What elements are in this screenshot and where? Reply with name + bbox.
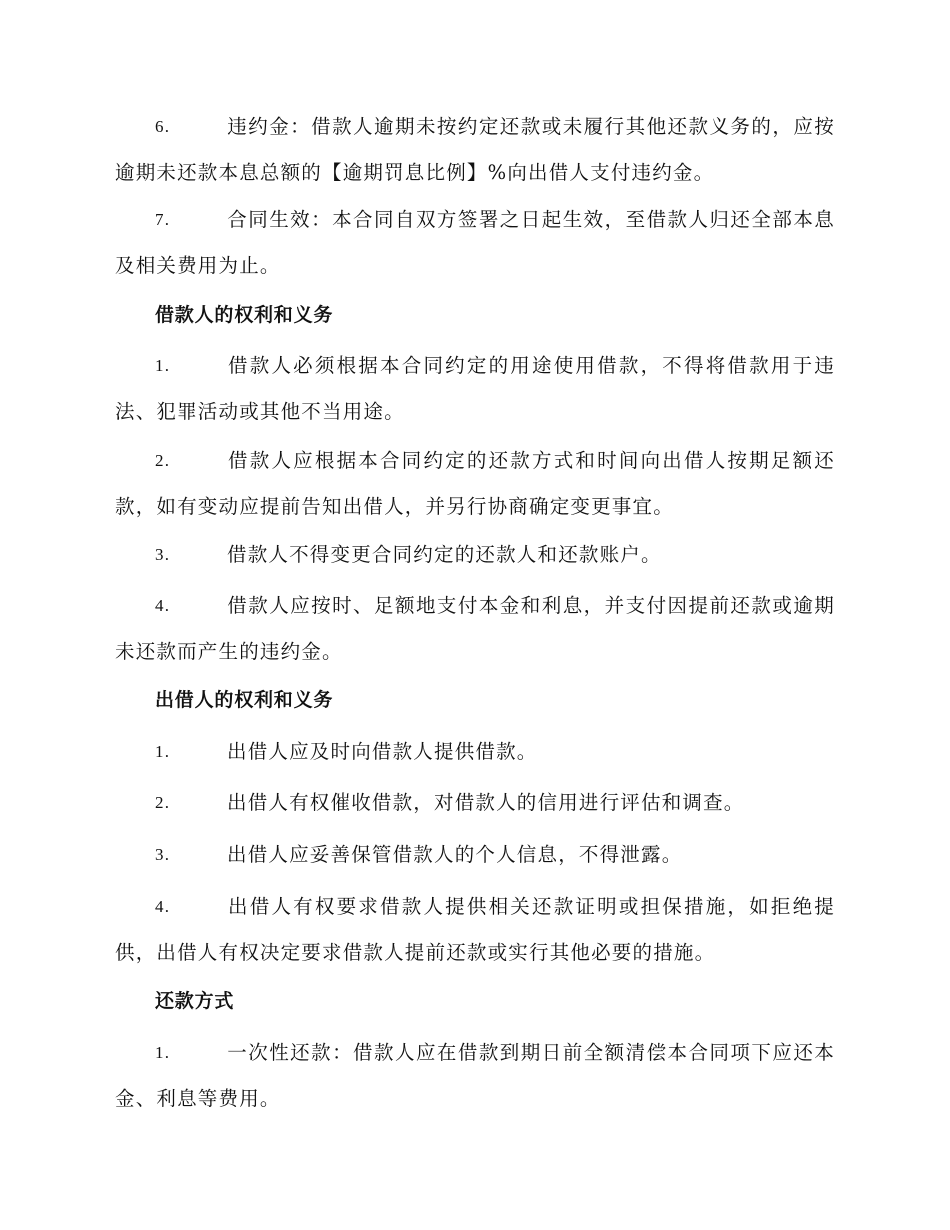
- section-heading-lender: 出借人的权利和义务: [155, 689, 334, 711]
- clause-6: [115, 104, 835, 196]
- clause-text: 一次性还款：借款人应在借款到期日前全额清偿本合同项下应还本金、利息等费用。: [115, 1041, 835, 1110]
- clause-number: 1.: [155, 356, 171, 375]
- clause-text: 借款人应根据本合同约定的还款方式和时间向出借人按期足额还款，如有变动应提前告知出借人，并另行协商确定变更事宜。: [115, 449, 835, 518]
- clause-number: 4.: [155, 596, 171, 615]
- clause-number: 6.: [155, 117, 171, 136]
- clause-text: 违约金：借款人逾期未按约定还款或未履行其他还款义务的，应按逾期未还款本息总额的【逾期罚息比例】%向出借人支付违约金。: [115, 115, 835, 184]
- section-heading-borrower: 借款人的权利和义务: [155, 304, 334, 326]
- borrower-clause-4: [115, 583, 835, 675]
- clause-number: 2.: [155, 793, 171, 812]
- lender-clause-1: [115, 729, 835, 775]
- clause-text: 出借人有权要求借款人提供相关还款证明或担保措施，如拒绝提供，出借人有权决定要求借款人提前还款或实行其他必要的措施。: [115, 895, 835, 964]
- clause-text: 出借人应妥善保管借款人的个人信息，不得泄露。: [227, 843, 683, 866]
- clause-text: 借款人必须根据本合同约定的用途使用借款，不得将借款用于违法、犯罪活动或其他不当用途。: [115, 354, 835, 423]
- clause-text: 出借人应及时向借款人提供借款。: [227, 740, 538, 763]
- clause-number: 2.: [155, 451, 171, 470]
- borrower-clause-3: [115, 532, 835, 578]
- clause-text: 出借人有权催收借款，对借款人的信用进行评估和调查。: [227, 791, 745, 814]
- clause-text: 合同生效：本合同自双方签署之日起生效，至借款人归还全部本息及相关费用为止。: [115, 208, 835, 277]
- borrower-clause-2: [115, 438, 835, 530]
- clause-text: 借款人应按时、足额地支付本金和利息，并支付因提前还款或逾期未还款而产生的违约金。: [115, 594, 835, 663]
- repayment-clause-1: [115, 1030, 835, 1122]
- lender-clause-2: [115, 780, 835, 826]
- clause-number: 1.: [155, 1043, 171, 1062]
- clause-number: 3.: [155, 845, 171, 864]
- clause-7: [115, 197, 835, 289]
- lender-clause-3: [115, 832, 835, 878]
- clause-number: 7.: [155, 210, 171, 229]
- clause-text: 借款人不得变更合同约定的还款人和还款账户。: [227, 543, 662, 566]
- borrower-clause-1: [115, 343, 835, 435]
- clause-number: 3.: [155, 545, 171, 564]
- clause-number: 4.: [155, 897, 171, 916]
- section-heading-repayment: 还款方式: [155, 990, 235, 1012]
- clause-number: 1.: [155, 742, 171, 761]
- lender-clause-4: [115, 884, 835, 976]
